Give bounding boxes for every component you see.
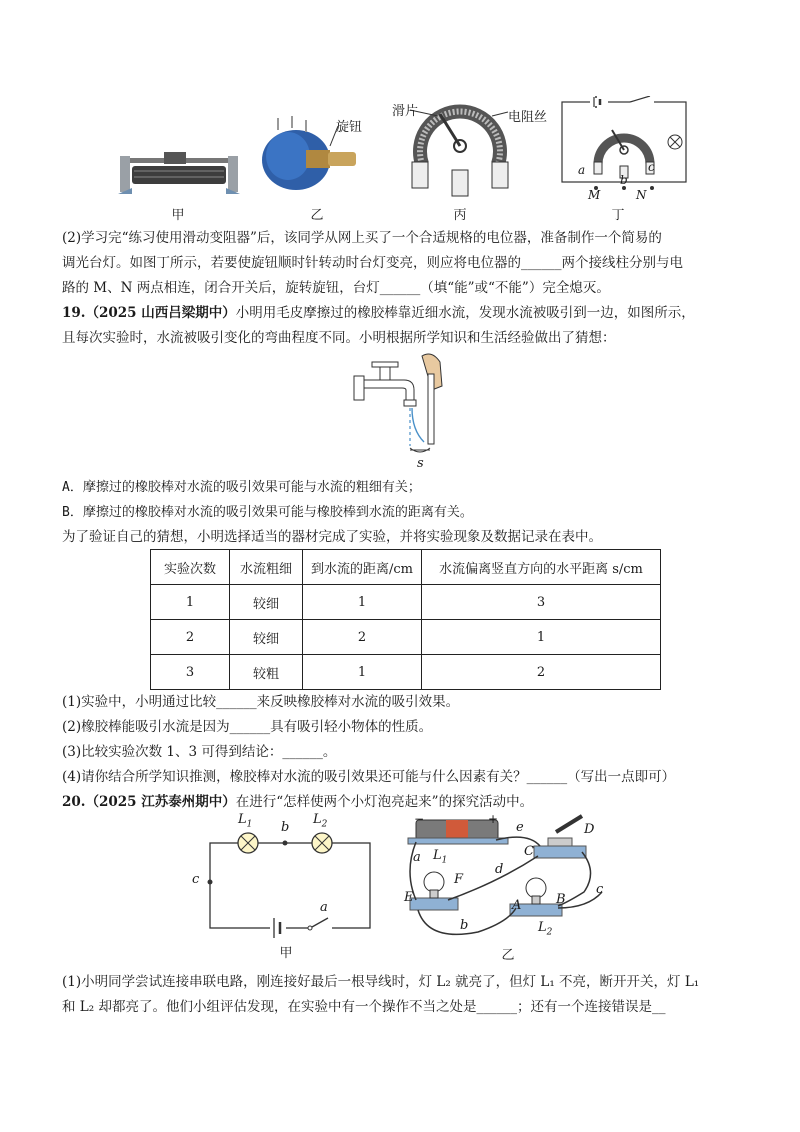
label-c: c bbox=[648, 160, 655, 174]
q20-source: （2025 江苏泰州期中） bbox=[85, 794, 236, 810]
label-b: b bbox=[620, 173, 628, 187]
table-cell: 2 bbox=[422, 655, 661, 690]
table-cell: 1 bbox=[422, 620, 661, 655]
table-cell: 3 bbox=[422, 585, 661, 620]
table-cell: 2 bbox=[303, 620, 422, 655]
caption-yi-2: 乙 bbox=[501, 948, 515, 963]
resistance-wire-label: 电阻丝 bbox=[508, 110, 548, 125]
yi-D-label: D bbox=[584, 822, 595, 837]
q19-sub1: (1)实验中，小明通过比较______来反映橡胶棒对水流的吸引效果。 bbox=[62, 694, 460, 710]
yi-c-label: c bbox=[596, 882, 604, 897]
table-cell: 较细 bbox=[230, 585, 303, 620]
table-header: 水流粗细 bbox=[230, 550, 303, 585]
experiment-table bbox=[150, 549, 661, 690]
caption-yi: 乙 bbox=[310, 208, 324, 223]
caption-bing: 丙 bbox=[453, 208, 467, 223]
L1-text: L bbox=[238, 812, 247, 827]
hypothesis-b: B．摩擦过的橡胶棒对水流的吸引效果可能与橡胶棒到水流的距离有关。 bbox=[62, 505, 473, 520]
q20-intro-line bbox=[62, 792, 533, 812]
yi-B-label: B bbox=[556, 892, 566, 907]
yi-A-label: A bbox=[512, 898, 522, 913]
knob-label: 旋钮 bbox=[336, 120, 363, 135]
q20-number: 20. bbox=[62, 794, 86, 810]
jia-L1-label bbox=[238, 812, 252, 830]
caption-jia-2: 甲 bbox=[279, 946, 293, 961]
yi-L2-text: L bbox=[538, 920, 547, 935]
q20-sub1-line1: (1)小明同学尝试连接串联电路，刚连接好最后一根导线时，灯 L₂ 就亮了，但灯 L₁ 不亮，断开开关，灯 L₁ bbox=[62, 974, 700, 990]
yi-F-label: F bbox=[454, 872, 464, 887]
faucet-rod-figure bbox=[352, 350, 452, 470]
battery-minus-sign: − bbox=[414, 812, 425, 826]
q19-sub2: (2)橡胶棒能吸引水流是因为______具有吸引轻小物体的性质。 bbox=[62, 719, 433, 735]
s-label: s bbox=[417, 456, 424, 471]
q19-number: 19. bbox=[62, 305, 86, 321]
table-cell: 较细 bbox=[230, 620, 303, 655]
yi-L2-label bbox=[538, 920, 552, 938]
table-header: 水流偏离竖直方向的水平距离 s/cm bbox=[422, 550, 661, 585]
label-N: N bbox=[636, 188, 647, 202]
table-row bbox=[151, 585, 661, 620]
table-cell: 较粗 bbox=[230, 655, 303, 690]
q18-part2-line1: (2)学习完“练习使用滑动变阻器”后，该同学从网上买了一个合适规格的电位器，准备制作一个简易的 bbox=[62, 230, 662, 246]
q19-sub4: (4)请你结合所学知识推测，橡胶棒对水流的吸引效果还可能与什么因素有关？______（写出一点即可） bbox=[62, 769, 676, 785]
q18-part2-line3: 路的 M、N 两点相连，闭合开关后，旋转旋钮，台灯______（填“能”或“不能”）完全熄灭。 bbox=[62, 280, 610, 296]
yi-L1-sub: 1 bbox=[441, 855, 448, 866]
L2-text: L bbox=[313, 812, 322, 827]
q20-intro: 在进行“怎样使两个小灯泡亮起来”的探究活动中。 bbox=[235, 794, 534, 810]
q19-intro-line2: 且每次实验时，水流被吸引变化的弯曲程度不同。小明根据所学知识和生活经验做出了猜想： bbox=[62, 330, 616, 346]
yi-b-label: b bbox=[460, 918, 469, 933]
yi-E-label: E bbox=[404, 890, 414, 905]
jia-c-label: c bbox=[192, 872, 200, 887]
table-row bbox=[151, 655, 661, 690]
label-a: a bbox=[578, 163, 586, 177]
q19-intro-line1 bbox=[62, 303, 695, 323]
yi-a-label: a bbox=[413, 850, 421, 865]
L2-sub: 2 bbox=[321, 819, 328, 830]
table-header-row bbox=[151, 550, 661, 585]
jia-a-label: a bbox=[320, 900, 328, 915]
L1-sub: 1 bbox=[246, 819, 253, 830]
q19-sub3: (3)比较实验次数 1、3 可得到结论：______。 bbox=[62, 744, 337, 760]
yi-e-label: e bbox=[516, 820, 524, 835]
table-row bbox=[151, 620, 661, 655]
label-M: M bbox=[588, 188, 601, 202]
caption-ding: 丁 bbox=[611, 208, 625, 223]
table-cell: 1 bbox=[303, 585, 422, 620]
q19-method: 为了验证自己的猜想，小明选择适当的器材完成了实验，并将实验现象及数据记录在表中。 bbox=[62, 529, 602, 545]
table-cell: 3 bbox=[151, 655, 230, 690]
yi-d-label: d bbox=[495, 862, 504, 877]
hypothesis-a: A．摩擦过的橡胶棒对水流的吸引效果可能与水流的粗细有关； bbox=[62, 480, 421, 495]
yi-C-label: C bbox=[524, 844, 534, 859]
table-cell: 1 bbox=[303, 655, 422, 690]
q20-sub1-line2: 和 L₂ 却都亮了。他们小组评估发现，在实验中有一个操作不当之处是______；还有一个连接错误是__ bbox=[62, 999, 666, 1015]
q19-intro1: 小明用毛皮摩擦过的橡胶棒靠近细水流，发现水流被吸引到一边，如图所示， bbox=[235, 305, 695, 321]
q18-part2-line2: 调光台灯。如图丁所示，若要使旋钮顺时针转动时台灯变亮，则应将电位器的______两个接线柱分别与电 bbox=[62, 255, 683, 271]
series-circuit-diagram bbox=[200, 820, 380, 940]
caption-jia: 甲 bbox=[171, 208, 185, 223]
table-cell: 1 bbox=[151, 585, 230, 620]
table-header: 到水流的距离/cm bbox=[303, 550, 422, 585]
table-cell: 2 bbox=[151, 620, 230, 655]
jia-L2-label bbox=[313, 812, 327, 830]
battery-plus-sign: + bbox=[488, 812, 499, 826]
table-header: 实验次数 bbox=[151, 550, 230, 585]
slider-label: 滑片 bbox=[392, 104, 419, 119]
q19-source: （2025 山西吕梁期中） bbox=[85, 305, 236, 321]
yi-L1-label bbox=[433, 848, 447, 866]
jia-b-label: b bbox=[281, 820, 290, 835]
yi-L2-sub: 2 bbox=[546, 927, 553, 938]
sliding-rheostat-image bbox=[118, 150, 240, 200]
yi-L1-text: L bbox=[433, 848, 442, 863]
